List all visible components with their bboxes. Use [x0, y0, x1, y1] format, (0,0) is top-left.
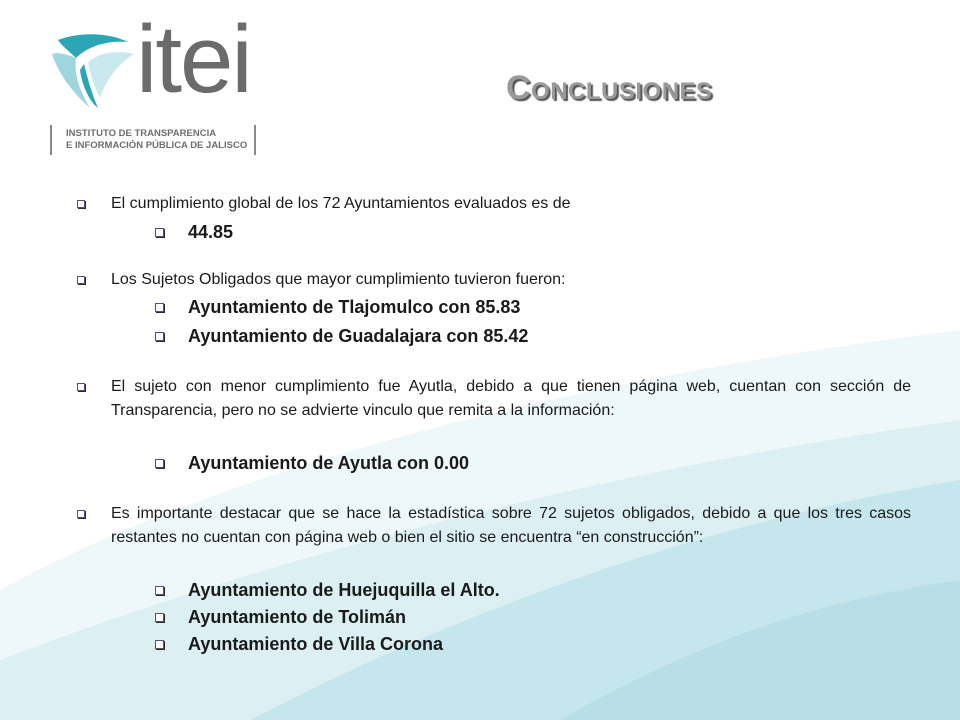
logo-subtitle [50, 125, 256, 155]
bullet-text: Ayuntamiento de Tlajomulco con 85.83 [188, 297, 521, 317]
list-item [188, 220, 233, 244]
itei-logo [48, 6, 263, 160]
bullet-text: El cumplimiento global de los 72 Ayuntamientos evaluados es de [111, 195, 571, 212]
square-bullet-icon [77, 276, 85, 284]
bullet-text: Ayuntamiento de Huejuquilla el Alto. [188, 580, 500, 600]
list-item [188, 605, 406, 629]
square-bullet-icon [155, 613, 164, 622]
bullet-text: Los Sujetos Obligados que mayor cumplimiento tuvieron fueron: [111, 271, 566, 288]
logo-wordmark: itei [136, 6, 251, 113]
square-bullet-icon [155, 459, 164, 468]
square-bullet-icon [155, 303, 164, 312]
bullet-text: Ayuntamiento de Villa Corona [188, 634, 444, 654]
bullet-text: 44.85 [188, 222, 234, 242]
square-bullet-icon [77, 383, 85, 391]
list-item [111, 375, 911, 423]
list-item [111, 192, 911, 216]
list-item [188, 632, 443, 656]
bullet-text: Ayuntamiento de Tolimán [188, 607, 407, 627]
list-item [111, 502, 911, 550]
bullet-text: Es importante destacar que se hace la estadística sobre 72 sujetos obligados, debido a que los tres casos restantes no cuentan con página web o bien el sitio se encuentra “en construcción”: [111, 505, 911, 546]
itei-logo-mark-icon [48, 32, 140, 112]
square-bullet-icon [155, 586, 164, 595]
square-bullet-icon [155, 640, 164, 649]
page-title: Conclusiones [506, 69, 713, 107]
list-item [111, 268, 911, 292]
logo-subtitle-line2: E INFORMACIÓN PÚBLICA DE JALISCO [66, 140, 248, 151]
bullet-text: Ayuntamiento de Guadalajara con 85.42 [188, 326, 529, 346]
square-bullet-icon [155, 228, 164, 237]
bullet-text: Ayuntamiento de Ayutla con 0.00 [188, 453, 470, 473]
bullet-text: El sujeto con menor cumplimiento fue Ayutla, debido a que tienen página web, cuentan con sección de Transparencia, pero no se advierte vinculo que remita a la información: [111, 378, 911, 419]
square-bullet-icon [77, 200, 85, 208]
logo-subtitle-line1: INSTITUTO DE TRANSPARENCIA [66, 128, 217, 139]
list-item [188, 295, 520, 319]
list-item [188, 451, 469, 475]
square-bullet-icon [77, 510, 85, 518]
list-item [188, 324, 528, 348]
square-bullet-icon [155, 332, 164, 341]
list-item [188, 578, 500, 602]
